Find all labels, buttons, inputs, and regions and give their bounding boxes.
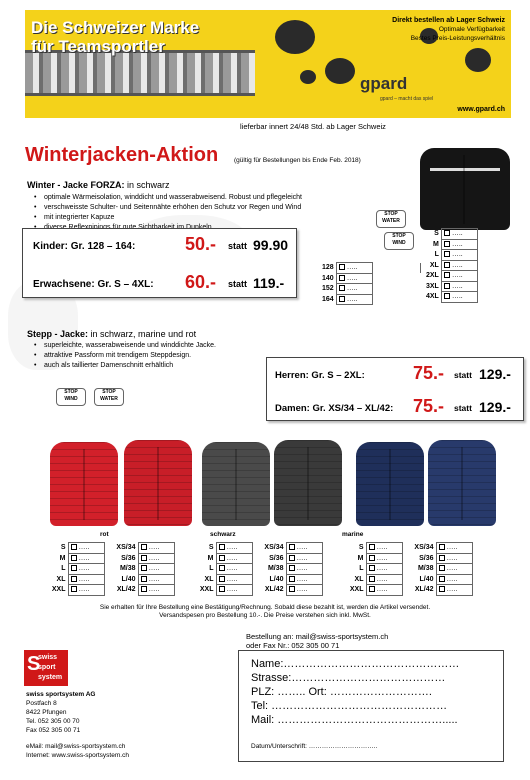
stepp-features <box>32 341 216 371</box>
size-checkbox[interactable]: ….. <box>441 260 477 271</box>
size-checkbox[interactable]: ….. <box>216 553 252 564</box>
table-row: L ….. M/38 ….. <box>346 564 472 575</box>
plz-ort-field[interactable]: PLZ: …….. Ort: ………………………. <box>251 686 432 698</box>
page-title: Winterjacken-Aktion <box>25 144 219 166</box>
size-checkbox[interactable]: ….. <box>138 574 174 585</box>
stepp-price-box <box>266 357 524 421</box>
list-item: • mit integrierter Kapuze <box>32 213 302 223</box>
stop-water-badge: STOP WATER <box>94 388 124 406</box>
size-checkbox[interactable]: ….. <box>441 271 477 282</box>
kids-price: 50.- <box>185 234 217 254</box>
table-row: XL ….. L/40 ….. <box>346 574 472 585</box>
name-field[interactable]: Name:………………………………………… <box>251 658 460 670</box>
table-row: 3XL ….. <box>424 281 477 292</box>
table-row: XXL ….. XL/42 ….. <box>48 585 174 596</box>
size-checkbox[interactable]: ….. <box>68 543 104 554</box>
table-row: S ….. XS/34 ….. <box>196 543 322 554</box>
company-email[interactable]: eMail: mail@swiss-sportsystem.ch <box>26 743 126 750</box>
table-row: XXL ….. XL/42 ….. <box>346 585 472 596</box>
table-row: 128 ….. <box>320 263 420 274</box>
company-contact <box>26 742 129 760</box>
size-checkbox[interactable]: ….. <box>216 543 252 554</box>
order-note-1: Sie erhalten für Ihre Bestellung eine Bestätigung/Rechnung. Sobald diese bezahlt ist, werden die Artikel versendet. <box>99 604 431 611</box>
table-row: 2XL ….. <box>424 271 477 282</box>
banner-url[interactable]: www.gpard.ch <box>457 106 505 113</box>
list-item: • optimale Wärmeisolation, winddicht und wasserabweisend. Robust und pflegeleicht <box>32 193 302 203</box>
size-checkbox[interactable]: ….. <box>138 543 174 554</box>
stepp-jacket-black-women <box>274 440 342 526</box>
table-row: L ….. M/38 ….. <box>196 564 322 575</box>
kids-old-price: 99.90 <box>253 237 289 253</box>
paw-spot <box>275 20 315 54</box>
size-checkbox[interactable]: ….. <box>68 574 104 585</box>
size-checkbox[interactable]: ….. <box>138 564 174 575</box>
order-note-2: Versandspesen pro Bestellung 10.-. Die Preise verstehen sich inkl. MwSt. <box>159 612 371 619</box>
damen-old-price: 129.- <box>479 399 511 415</box>
color-label-schwarz: schwarz <box>210 531 236 538</box>
size-checkbox[interactable]: ….. <box>336 284 372 295</box>
herren-label: Herren: Gr. S – 2XL: <box>275 370 365 381</box>
forza-jacket-image <box>420 148 510 230</box>
forza-heading: Winter - Jacke FORZA: in schwarz <box>27 180 170 190</box>
list-item: • auch als taillierter Damenschnitt erhältlich <box>32 361 216 371</box>
damen-price: 75.- <box>413 396 445 416</box>
size-checkbox[interactable]: ….. <box>441 292 477 303</box>
size-checkbox[interactable]: ….. <box>366 564 402 575</box>
size-checkbox[interactable]: ….. <box>366 574 402 585</box>
stepp-jacket-black-men <box>202 442 270 526</box>
herren-price: 75.- <box>413 363 445 383</box>
table-row: XL ….. <box>424 260 477 271</box>
stop-water-badge: STOP WATER <box>376 210 406 228</box>
stepp-size-table-rot <box>48 542 175 596</box>
table-row: XL ….. L/40 ….. <box>196 574 322 585</box>
order-form <box>238 650 504 762</box>
stepp-jacket-red-men <box>50 442 118 526</box>
company-address: swiss sportsystem AG Postfach 8 8422 Pfungen Tel. 052 305 00 70 Fax 052 305 00 71 <box>26 691 96 734</box>
adult-statt: statt <box>228 279 248 289</box>
herren-old-price: 129.- <box>479 366 511 382</box>
strasse-field[interactable]: Strasse:…………………………………… <box>251 672 446 684</box>
table-row: 164 ….. <box>320 294 420 305</box>
list-item: • verschweisste Schulter- und Seitennähte erhöhen den Schutz vor Regen und Wind <box>32 203 302 213</box>
damen-statt: statt <box>454 403 472 413</box>
forza-kids-size-table <box>320 262 421 305</box>
table-row: XXL ….. XL/42 ….. <box>196 585 322 596</box>
forza-price-box <box>22 228 297 298</box>
size-checkbox[interactable]: ….. <box>68 564 104 575</box>
paw-spot <box>300 70 316 84</box>
size-checkbox[interactable]: ….. <box>216 564 252 575</box>
size-checkbox[interactable]: ….. <box>436 574 472 585</box>
size-checkbox[interactable]: ….. <box>366 585 402 596</box>
table-row: S ….. XS/34 ….. <box>48 543 174 554</box>
size-checkbox[interactable]: ….. <box>286 543 322 554</box>
signature-field[interactable]: Datum/Unterschrift: ………………………….. <box>251 743 378 750</box>
kids-label: Kinder: Gr. 128 – 164: <box>33 241 136 252</box>
logo-subtitle: gpard – macht das spiel <box>380 96 434 102</box>
table-row: M ….. S/36 ….. <box>48 553 174 564</box>
stepp-jacket-marine-men <box>356 442 424 526</box>
delivery-note: lieferbar innert 24/48 Std. ab Lager Schweiz <box>240 122 386 131</box>
size-checkbox[interactable]: ….. <box>138 553 174 564</box>
stepp-jacket-marine-women <box>428 440 496 526</box>
table-row: 152 ….. <box>320 284 420 295</box>
table-row: S ….. <box>424 229 477 240</box>
forza-features <box>32 193 302 233</box>
table-row: M ….. S/36 ….. <box>196 553 322 564</box>
order-contact: Bestellung an: mail@swiss-sportsystem.ch oder Fax Nr.: 052 305 00 71 <box>246 632 389 650</box>
list-item: • attraktive Passform mit trendigem Steppdesign. <box>32 351 216 361</box>
banner-taglines: Direkt bestellen ab Lager Schweiz Optimale Verfügbarkeit Bestes Preis-Leistungsverhältnis <box>392 17 505 42</box>
company-website[interactable]: Internet: www.swiss-sportsystem.ch <box>26 752 129 759</box>
size-checkbox[interactable]: ….. <box>216 574 252 585</box>
size-checkbox[interactable]: ….. <box>286 564 322 575</box>
size-checkbox[interactable]: ….. <box>336 263 372 274</box>
size-checkbox[interactable]: ….. <box>68 585 104 596</box>
paw-spot <box>325 58 355 84</box>
size-checkbox[interactable]: ….. <box>286 585 322 596</box>
adult-old-price: 119.- <box>253 275 285 291</box>
slogan: Die Schweizer Marke für Teamsportler <box>31 18 200 56</box>
size-checkbox[interactable]: ….. <box>366 543 402 554</box>
table-row: 4XL ….. <box>424 292 477 303</box>
kids-statt: statt <box>228 241 248 251</box>
table-row: L ….. M/38 ….. <box>48 564 174 575</box>
gpard-logo: gpard <box>360 74 408 93</box>
size-checkbox[interactable]: ….. <box>216 585 252 596</box>
size-checkbox[interactable]: ….. <box>436 585 472 596</box>
header-banner <box>25 10 511 118</box>
table-row: L ….. <box>424 250 477 261</box>
tel-field[interactable]: Tel: ………………………………………… <box>251 700 448 712</box>
size-checkbox[interactable]: ….. <box>336 294 372 305</box>
zipper-graphic <box>25 50 255 96</box>
size-checkbox[interactable]: ….. <box>436 553 472 564</box>
size-checkbox[interactable]: ….. <box>138 585 174 596</box>
list-item: • superleichte, wasserabweisende und winddichte Jacke. <box>32 341 216 351</box>
adult-price: 60.- <box>185 272 217 292</box>
table-row: M ….. <box>424 239 477 250</box>
damen-label: Damen: Gr. XS/34 – XL/42: <box>275 403 394 414</box>
stop-wind-badge: STOP WIND <box>384 232 414 250</box>
size-checkbox[interactable]: ….. <box>441 250 477 261</box>
size-checkbox[interactable]: ….. <box>436 564 472 575</box>
size-checkbox[interactable]: ….. <box>286 553 322 564</box>
table-row: M ….. S/36 ….. <box>346 553 472 564</box>
size-checkbox[interactable]: ….. <box>441 281 477 292</box>
size-checkbox[interactable]: ….. <box>286 574 322 585</box>
table-row: XL ….. L/40 ….. <box>48 574 174 585</box>
size-checkbox[interactable]: ….. <box>68 553 104 564</box>
mail-field[interactable]: Mail: ………………………………………..... <box>251 714 458 726</box>
size-checkbox[interactable]: ….. <box>366 553 402 564</box>
stepp-jacket-red-women <box>124 440 192 526</box>
stop-wind-badge: STOP WIND <box>56 388 86 406</box>
table-row: 140 ….. <box>320 273 420 284</box>
size-checkbox[interactable]: ….. <box>441 239 477 250</box>
stepp-heading: Stepp - Jacke: in schwarz, marine und rot <box>27 329 197 339</box>
table-row: S ….. XS/34 ….. <box>346 543 472 554</box>
herren-statt: statt <box>454 370 472 380</box>
size-checkbox[interactable]: ….. <box>336 273 372 284</box>
size-checkbox[interactable]: ….. <box>436 543 472 554</box>
title-note: (gültig für Bestellungen bis Ende Feb. 2018) <box>234 157 361 164</box>
paw-spot <box>465 48 491 72</box>
forza-adult-size-table <box>424 228 478 303</box>
stepp-size-table-schwarz <box>196 542 323 596</box>
color-label-marine: marine <box>342 531 364 538</box>
size-checkbox[interactable]: ….. <box>441 229 477 240</box>
swiss-sportsystem-logo: S swiss sport system <box>24 650 68 686</box>
adult-label: Erwachsene: Gr. S – 4XL: <box>33 279 154 290</box>
stepp-size-table-marine <box>346 542 473 596</box>
color-label-rot: rot <box>100 531 109 538</box>
